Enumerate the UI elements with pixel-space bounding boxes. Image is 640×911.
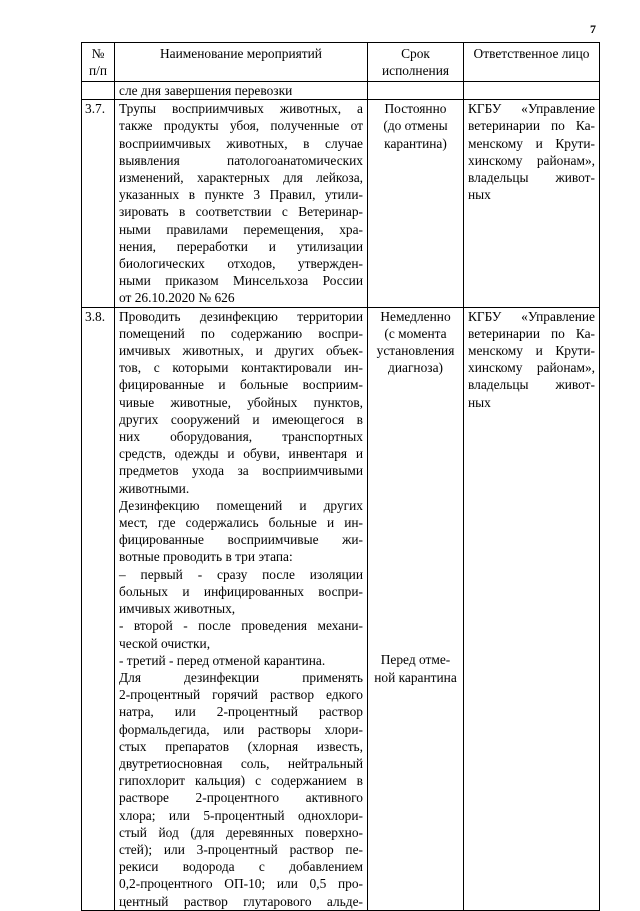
header-num xyxy=(82,43,115,82)
row-number: 3.8. xyxy=(82,307,115,910)
text-line: восприимчивых животных, в случае xyxy=(119,135,363,151)
text-line: мест, где содержались больные и ин- xyxy=(119,515,363,531)
text-line: Постоянно xyxy=(384,101,447,117)
text-line: ной карантина xyxy=(374,669,457,685)
table-row xyxy=(82,100,600,307)
text-line: указанных в пункте 3 Правил, утили- xyxy=(119,187,363,203)
text-line: рекиси водорода с добавлением xyxy=(119,859,363,875)
text-line: формальдегида, или растворы хлори- xyxy=(119,721,363,737)
header-name-text: Наименование мероприятий xyxy=(160,46,322,61)
text-line: хинскому районам», xyxy=(468,360,595,376)
row-term xyxy=(368,100,464,307)
text-line: стей); или 3-процентный раствор пе- xyxy=(119,841,363,857)
text-line: менскому и Крути- xyxy=(468,135,595,151)
text-line: ческой очистки, xyxy=(119,635,211,651)
spacer xyxy=(372,548,459,565)
text-line: гипохлорит кальция) с содержанием в xyxy=(119,773,363,789)
text-line: Трупы восприимчивых животных, а xyxy=(119,101,363,117)
spacer xyxy=(372,445,459,462)
row-number: 3.7. xyxy=(82,100,115,307)
spacer xyxy=(372,480,459,497)
text-line: зировать в соответствии с Ветеринар- xyxy=(119,204,363,220)
table-row xyxy=(82,307,600,910)
text-line: - второй - после проведения механи- xyxy=(119,618,363,634)
text-line: ными правилами перемещения, хра- xyxy=(119,221,363,237)
text-line: нения, переработки и утилизации xyxy=(119,238,363,254)
header-responsible xyxy=(464,43,600,82)
text-line: чивые животные, убойных пунктов, xyxy=(119,394,363,410)
text-line: (до отмены xyxy=(383,118,448,134)
text-line: фицированные восприимчивые жи- xyxy=(119,532,363,548)
text-line: стых препаратов (хлорная известь, xyxy=(119,738,363,754)
text-line: других сооружений и имеющегося в xyxy=(119,411,363,427)
text-line: натра, или 2-процентный раствор xyxy=(119,704,363,720)
text-line: имчивых животных, и других объек- xyxy=(119,343,363,359)
text-line: ных xyxy=(468,187,491,203)
text-line: – первый - сразу после изоляции xyxy=(119,566,363,582)
row-responsible xyxy=(464,307,600,910)
spacer xyxy=(372,531,459,548)
spacer xyxy=(372,514,459,531)
spacer xyxy=(372,394,459,411)
text-line: предметов ухода за восприимчивыми xyxy=(119,463,363,479)
continuation-num-cell xyxy=(82,82,115,100)
text-line: КГБУ «Управление xyxy=(468,101,595,117)
page-number: 7 xyxy=(590,22,596,36)
continuation-row xyxy=(82,82,600,100)
text-line: 2-процентный горячий раствор едкого xyxy=(119,687,363,703)
table-header-row xyxy=(82,43,600,82)
text-line: вотные проводить в три этапа: xyxy=(119,549,293,565)
header-name xyxy=(115,43,368,82)
text-line: выявления патологоанатомических xyxy=(119,152,363,168)
text-line: Дезинфекцию помещений и других xyxy=(119,497,363,513)
text-line: ветеринарии по Ка- xyxy=(468,118,595,134)
text-line: - третий - перед отменой карантина. xyxy=(119,652,326,668)
spacer xyxy=(372,411,459,428)
text-line: диагноза) xyxy=(388,360,443,376)
text-line: хлора; или 5-процентный однохлори- xyxy=(119,807,363,823)
row-term xyxy=(368,307,464,910)
text-line: двутретиосновная соль, нейтральный xyxy=(119,755,363,771)
header-term-line: исполнения xyxy=(381,63,450,78)
spacer xyxy=(372,634,459,651)
row-text xyxy=(115,307,368,910)
text-line: Перед отме- xyxy=(380,652,451,668)
text-line: также продукты убоя, полученные от xyxy=(119,118,363,134)
text-line: помещений по содержанию воспри- xyxy=(119,325,363,341)
text-line: центный раствор глутарового альде- xyxy=(119,893,363,909)
continuation-text: сле дня завершения перевозки xyxy=(119,83,293,98)
spacer xyxy=(372,376,459,393)
text-line: стый йод (для деревянных поверхно- xyxy=(119,824,363,840)
row-responsible xyxy=(464,100,600,307)
text-line: (с момента xyxy=(384,325,447,341)
text-line: установления xyxy=(376,343,455,359)
text-line: них оборудования, транспортных xyxy=(119,429,363,445)
text-line: КГБУ «Управление xyxy=(468,308,595,324)
spacer xyxy=(372,600,459,617)
text-line: карантина) xyxy=(384,135,447,151)
measures-table xyxy=(81,42,600,911)
text-line: ветеринарии по Ка- xyxy=(468,325,595,341)
text-line: владельцы живот- xyxy=(468,377,595,393)
text-line: растворе 2-процентного активного xyxy=(119,790,363,806)
spacer xyxy=(372,462,459,479)
header-term xyxy=(368,43,464,82)
header-num-line: № xyxy=(91,46,105,61)
spacer xyxy=(372,566,459,583)
continuation-term-cell xyxy=(368,82,464,100)
header-responsible-text: Ответственное лицо xyxy=(473,46,590,61)
spacer xyxy=(372,497,459,514)
text-line: имчивых животных, xyxy=(119,601,236,617)
text-line: владельцы живот- xyxy=(468,170,595,186)
text-line: 0,2-процентного ОП-10; или 0,5 про- xyxy=(119,876,363,892)
header-num-line: п/п xyxy=(88,63,108,78)
continuation-cell xyxy=(115,82,368,100)
text-line: ных xyxy=(468,394,491,410)
row-text xyxy=(115,100,368,307)
continuation-resp-cell xyxy=(464,82,600,100)
text-line: ными приказом Минсельхоза России xyxy=(119,273,363,289)
spacer xyxy=(372,583,459,600)
spacer xyxy=(372,428,459,445)
text-line: Немедленно xyxy=(380,308,451,324)
text-line: изменений, характерных для лейкоза, xyxy=(119,170,363,186)
text-line: Для дезинфекции применять xyxy=(119,669,363,685)
text-line: фицированные и больные восприим- xyxy=(119,377,363,393)
text-line: больных и инфицированных воспри- xyxy=(119,583,363,599)
text-line: средств, одежды и обуви, инвентаря и xyxy=(119,446,363,462)
text-line: животными. xyxy=(119,480,190,496)
text-line: от 26.10.2020 № 626 xyxy=(119,290,235,306)
spacer xyxy=(372,617,459,634)
text-line: хинскому районам», xyxy=(468,152,595,168)
text-line: менскому и Крути- xyxy=(468,343,595,359)
text-line: тов, с которыми контактировали ин- xyxy=(119,360,363,376)
text-line: Проводить дезинфекцию территории xyxy=(119,308,363,324)
text-line: биологических отходов, утвержден- xyxy=(119,256,363,272)
header-term-line: Срок xyxy=(401,46,430,61)
